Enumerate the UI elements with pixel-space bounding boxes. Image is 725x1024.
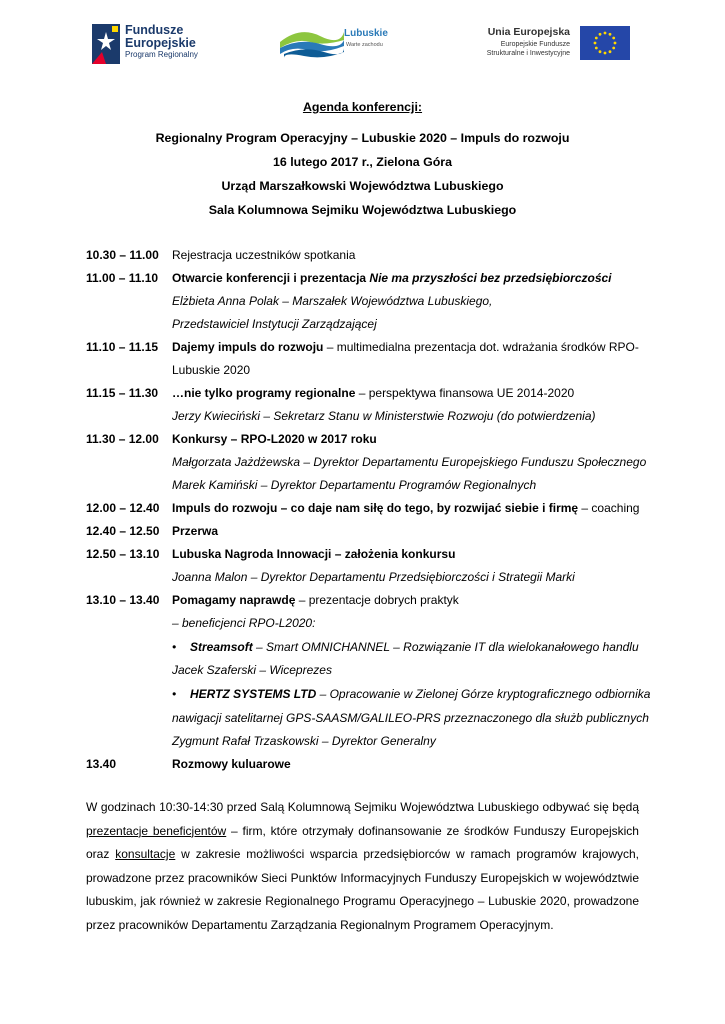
- beneficiary-text: [172, 687, 650, 701]
- header-logos: [0, 18, 725, 68]
- lubuskie-logo: [280, 24, 420, 64]
- agenda-time: 11.10 – 11.15: [86, 340, 159, 354]
- conference-venue: Urząd Marszałkowski Województwa Lubuskiego: [221, 179, 504, 193]
- lubuskie-tagline: Warte zachodu: [346, 42, 383, 48]
- fe-star-icon: [92, 24, 120, 64]
- fundusze-europejskie-logo: [92, 22, 212, 66]
- speaker-text: Joanna Malon – Dyrektor Departamentu Przedsiębiorczości i Strategii Marki: [172, 570, 575, 584]
- agenda-rest: – multimedialna prezentacja dot. wdrażania środków RPO-: [323, 340, 639, 354]
- agenda-text: Przerwa: [172, 524, 219, 538]
- continuation-text: Lubuskie 2020: [172, 363, 251, 377]
- beneficiary-name: Streamsoft: [190, 640, 253, 654]
- agenda-time: 10.30 – 11.00: [86, 248, 159, 262]
- agenda-text: [172, 386, 574, 400]
- para-underlined-presentations: prezentacje beneficjentów: [86, 823, 227, 838]
- agenda-text: [172, 501, 639, 515]
- lubuskie-name: Lubuskie: [344, 28, 388, 39]
- speaker-text: Jacek Szaferski – Wiceprezes: [172, 663, 332, 677]
- agenda-text: Rozmowy kuluarowe: [172, 757, 291, 771]
- para-part2: – firm, które otrzymały dofinansowanie ze środków Funduszy Europejskich oraz: [86, 823, 639, 862]
- agenda-bold: Otwarcie konferencji i prezentacja: [172, 271, 370, 285]
- agenda-bold: Dajemy impuls do rozwoju: [172, 340, 324, 354]
- ue-title: Unia Europejska: [487, 26, 570, 38]
- agenda-text: Rejestracja uczestników spotkania: [172, 248, 356, 262]
- speaker-text: Jerzy Kwieciński – Sekretarz Stanu w Ministerstwie Rozwoju (do potwierdzenia): [172, 409, 596, 423]
- fe-line2: Europejskie: [125, 35, 196, 50]
- agenda-rest: – perspektywa finansowa UE 2014-2020: [355, 386, 575, 400]
- fe-line1: Fundusze: [125, 23, 184, 37]
- eu-flag-icon: [580, 26, 630, 60]
- agenda-time: 13.40: [86, 757, 117, 771]
- agenda-heading: Agenda konferencji:: [302, 100, 423, 114]
- para-part3: w zakresie możliwości wsparcia przedsiębiorców w ramach programów krajowych, prowadzone przez pracowników Sieci Punktów Informacyjnych Funduszy Europejskich w województwie lubuskim, jak również w zakresie Regionalnego Programu Operacyjnego – Lubuskie 2020, prowadzone przez pracowników Departamentu Zarządzania Regionalnym Programem Operacyjnym.: [86, 847, 639, 932]
- ue-sub-line1: Europejskie Fundusze: [500, 41, 570, 48]
- continuation-text: nawigacji satelitarnej GPS-SAASM/GALILEO-PRS przeznaczonego dla służb publicznych: [172, 711, 649, 725]
- unia-europejska-logo: [470, 26, 630, 66]
- conference-room: Sala Kolumnowa Sejmiku Województwa Lubuskiego: [208, 203, 517, 217]
- beneficiary-text: [172, 640, 639, 654]
- agenda-time: 11.30 – 12.00: [86, 432, 159, 446]
- agenda-time: 12.00 – 12.40: [86, 501, 160, 515]
- beneficiaries-label: – beneficjenci RPO-L2020:: [172, 616, 316, 630]
- lubuskie-waves-icon: [280, 24, 344, 60]
- agenda-time: 12.40 – 12.50: [86, 524, 160, 538]
- bullet-icon: •: [172, 640, 177, 654]
- agenda-bold: …nie tylko programy regionalne: [172, 386, 356, 400]
- speaker-text: Elżbieta Anna Polak – Marszałek Województwa Lubuskiego,: [172, 294, 493, 308]
- agenda-bold: Pomagamy naprawdę: [172, 593, 296, 607]
- beneficiary-desc: – Opracowanie w Zielonej Górze kryptograficznego odbiornika: [316, 687, 651, 701]
- fe-line3: Program Regionalny: [125, 50, 198, 59]
- speaker-text: Przedstawiciel Instytucji Zarządzającej: [172, 317, 377, 331]
- agenda-time: 11.00 – 11.10: [86, 271, 159, 285]
- info-paragraph: [86, 796, 639, 938]
- conference-title: Regionalny Program Operacyjny – Lubuskie 2020 – Impuls do rozwoju: [155, 131, 570, 145]
- agenda-text: [172, 593, 459, 607]
- agenda-text: [172, 340, 639, 354]
- speaker-text: Marek Kamiński – Dyrektor Departamentu Programów Regionalnych: [172, 478, 537, 492]
- agenda-rest: – coaching: [578, 501, 640, 515]
- agenda-text: Konkursy – RPO-L2020 w 2017 roku: [172, 432, 377, 446]
- ue-subtitle: [487, 41, 570, 58]
- agenda-text: Lubuska Nagroda Innowacji – założenia konkursu: [172, 547, 456, 561]
- conference-date: 16 lutego 2017 r., Zielona Góra: [272, 155, 453, 169]
- speaker-text: Zygmunt Rafał Trzaskowski – Dyrektor Generalny: [172, 734, 436, 748]
- ue-sub-line2: Strukturalne i Inwestycyjne: [486, 49, 570, 57]
- agenda-bold: Impuls do rozwoju – co daje nam siłę do tego, by rozwijać siebie i firmę: [172, 501, 579, 515]
- para-underlined-consultations: konsultacje: [115, 847, 176, 862]
- fe-text: [125, 24, 198, 60]
- agenda-time: 13.10 – 13.40: [86, 593, 160, 607]
- para-part1: W godzinach 10:30-14:30 przed Salą Kolumnową Sejmiku Województwa Lubuskiego odbywać się będą: [86, 800, 639, 814]
- agenda-time: 11.15 – 11.30: [86, 386, 159, 400]
- beneficiary-name: HERTZ SYSTEMS LTD: [190, 687, 317, 701]
- bullet-icon: •: [172, 687, 177, 701]
- agenda-bold-italic: Nie ma przyszłości bez przedsiębiorczości: [369, 271, 612, 285]
- agenda-rest: – prezentacje dobrych praktyk: [295, 593, 459, 607]
- speaker-text: Małgorzata Jażdżewska – Dyrektor Departamentu Europejskiego Funduszu Społecznego: [172, 455, 647, 469]
- agenda-text: [172, 271, 612, 285]
- beneficiary-desc: – Smart OMNICHANNEL – Rozwiązanie IT dla wielokanałowego handlu: [252, 640, 639, 654]
- agenda-time: 12.50 – 13.10: [86, 547, 160, 561]
